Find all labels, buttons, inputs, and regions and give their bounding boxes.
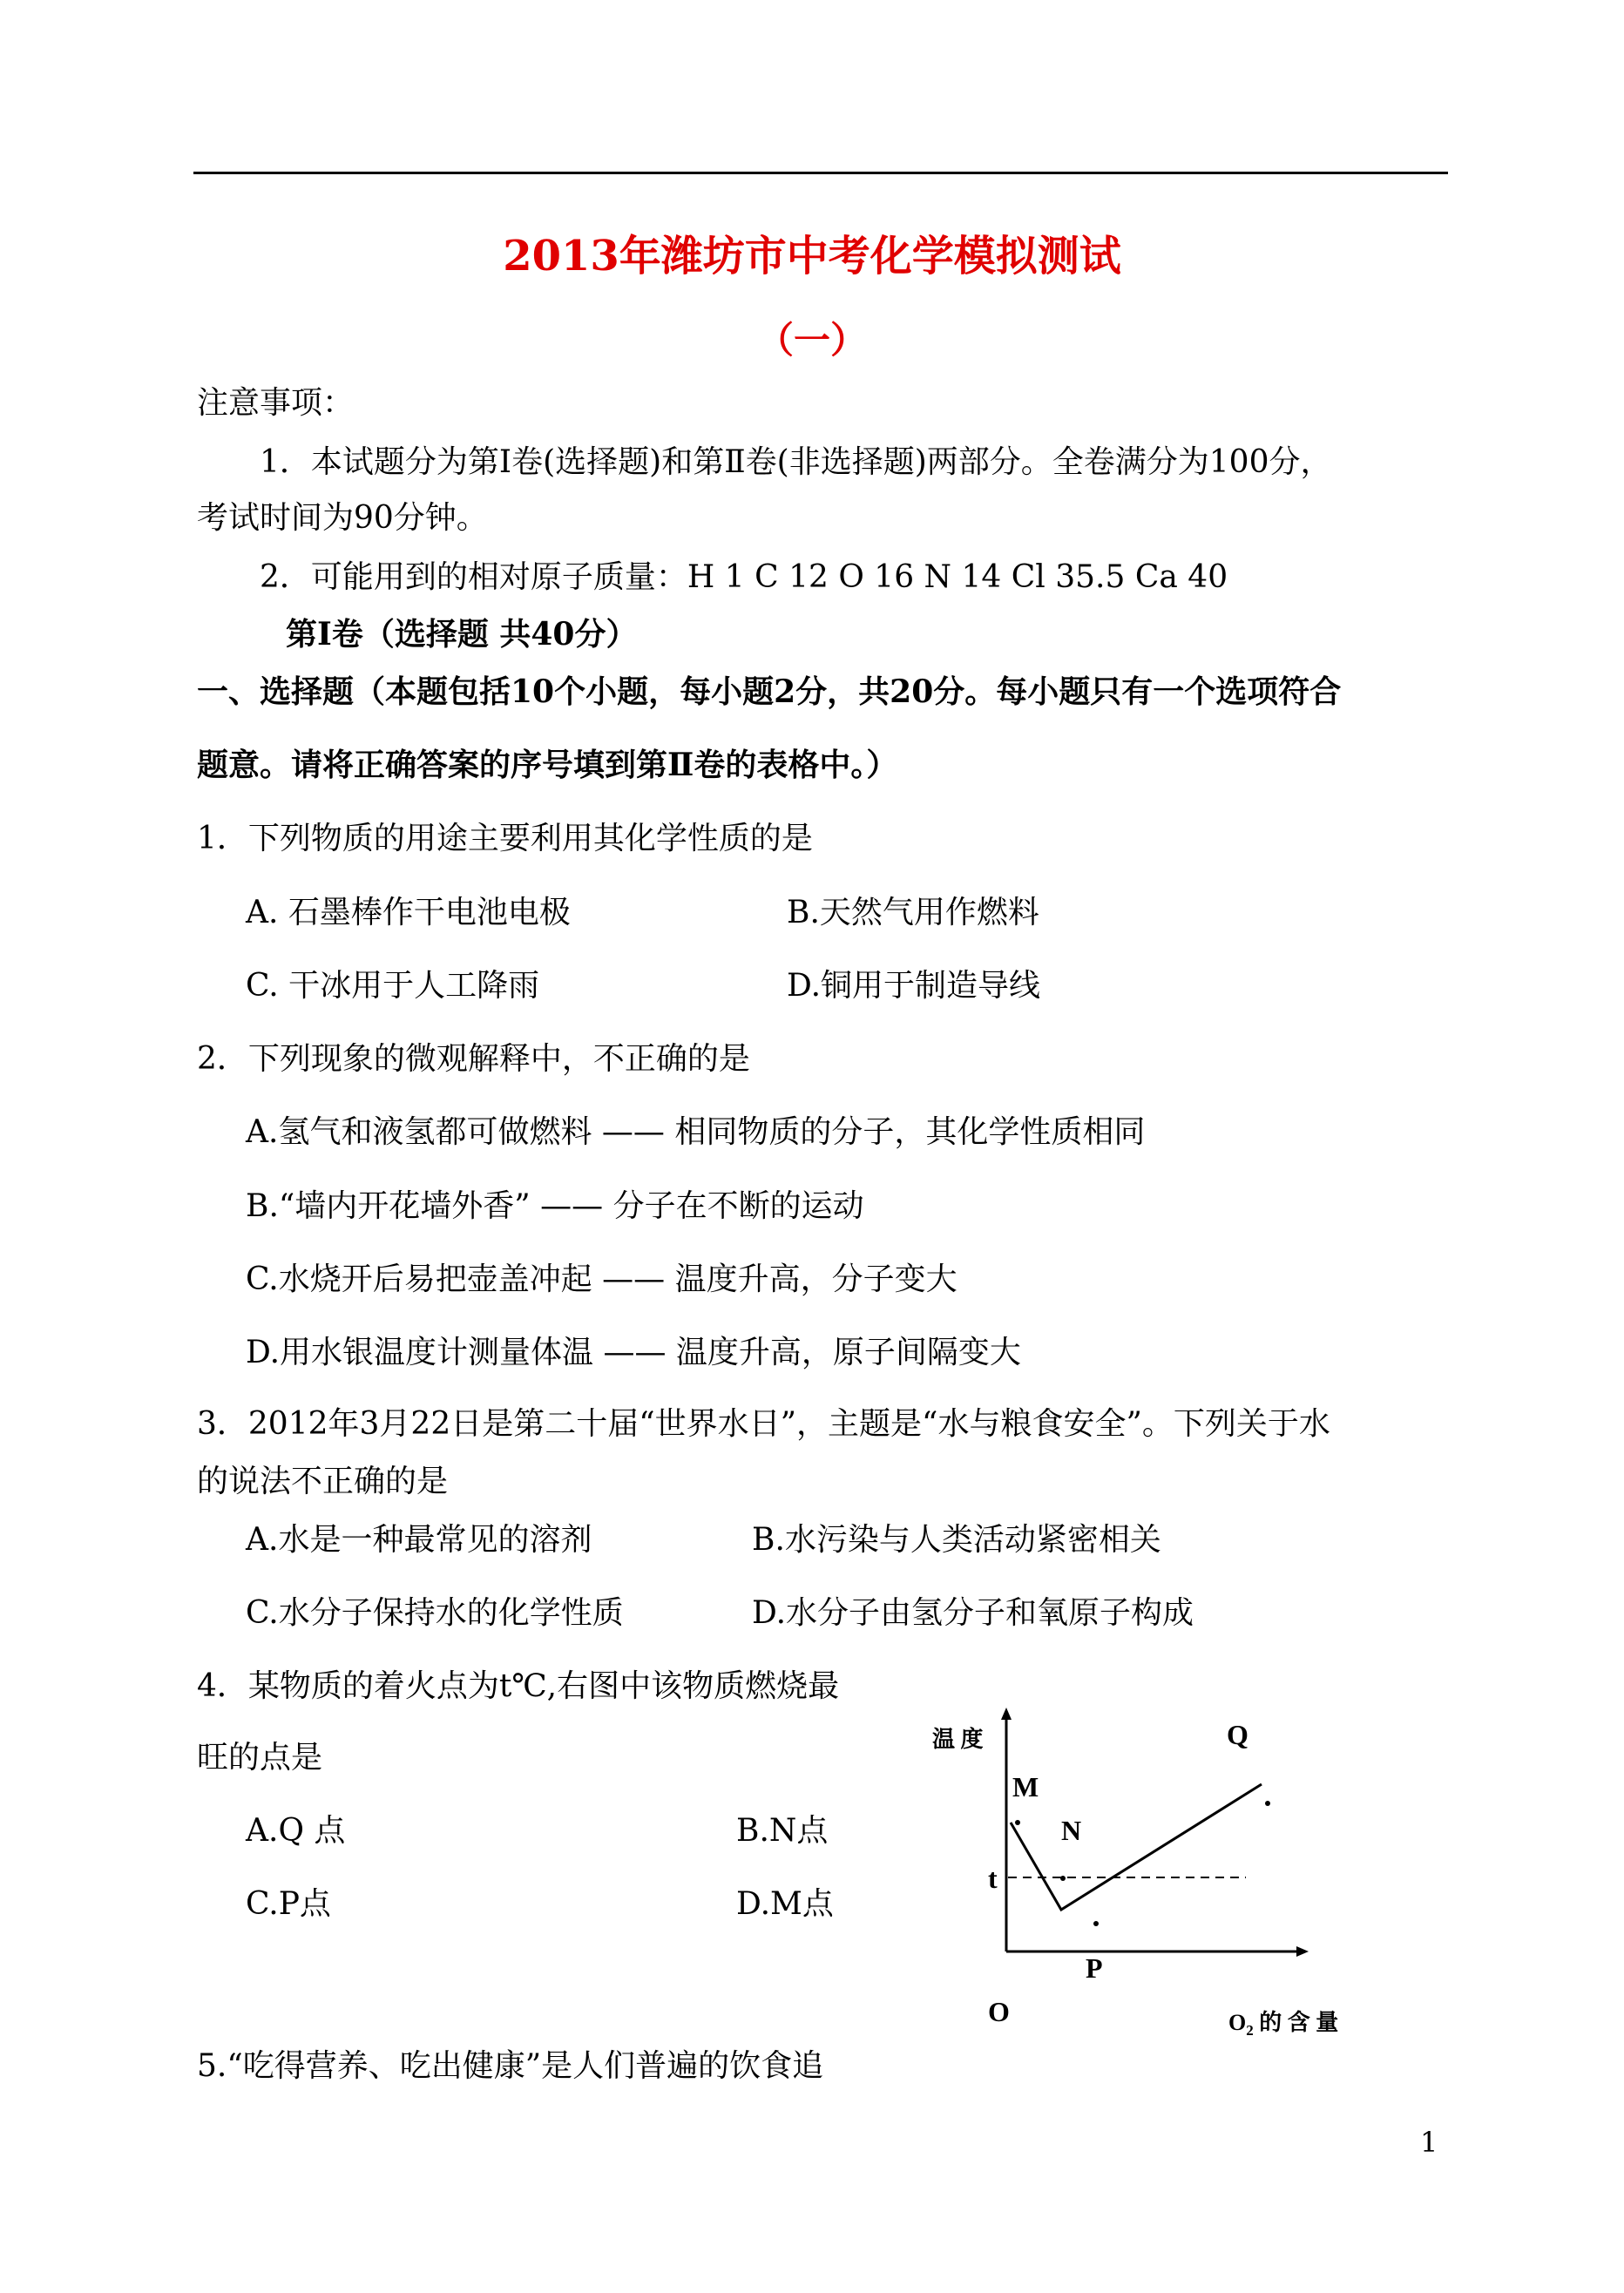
question-1-stem: 1．下列物质的用途主要利用其化学性质的是 (197, 821, 813, 856)
question-5-stem: 5.“吃得营养、吃出健康”是人们普遍的饮食追 (197, 2048, 824, 2084)
x-axis-arrow (1296, 1946, 1309, 1957)
label-t: t (988, 1863, 998, 1894)
q1-option-b: B.天然气用作燃料 (787, 895, 1039, 930)
label-n: N (1061, 1815, 1082, 1846)
page-subtitle: （一） (756, 319, 867, 362)
temperature-curve (1011, 1784, 1262, 1910)
q2-option-c: C.水烧开后易把壶盖冲起 —— 温度升高，分子变大 (246, 1261, 957, 1297)
point-p-dot (1093, 1921, 1099, 1926)
q1-option-a: A. 石墨棒作干电池电极 (246, 895, 571, 930)
origin-label: O (988, 1996, 1010, 2027)
label-p: P (1086, 1952, 1103, 1984)
notes-heading: 注意事项： (197, 385, 355, 421)
section-1-heading-cont: 题意。请将正确答案的序号填到第Ⅱ卷的表格中。） (197, 747, 898, 783)
point-q-dot (1265, 1801, 1270, 1806)
label-m: M (1012, 1771, 1039, 1803)
q2-option-a: A.氢气和液氢都可做燃料 —— 相同物质的分子，其化学性质相同 (246, 1114, 1146, 1150)
q4-option-b: B.N点 (736, 1813, 829, 1849)
question-3-stem-cont: 的说法不正确的是 (197, 1464, 449, 1499)
section-1-heading: 一、选择题（本题包括10个小题，每小题2分，共20分。每小题只有一个选项符合 (197, 673, 1342, 710)
notes-item-1-cont: 考试时间为90分钟。 (197, 500, 488, 536)
page-title: 2013年潍坊市中考化学模拟测试 (503, 232, 1121, 281)
q2-option-b: B.“墙内开花墙外香” —— 分子在不断的运动 (246, 1188, 864, 1224)
q3-option-a: A.水是一种最常见的溶剂 (246, 1522, 592, 1558)
question-3-stem: 3．2012年3月22日是第二十届“世界水日”，主题是“水与粮食安全”。下列关于水 (197, 1406, 1330, 1442)
notes-item-1: 1．本试题分为第Ⅰ卷(选择题)和第Ⅱ卷(非选择题)两部分。全卷满分为100分， (260, 444, 1332, 480)
header-rule (193, 172, 1448, 174)
q3-option-b: B.水污染与人类活动紧密相关 (752, 1522, 1161, 1558)
notes-item-2: 2．可能用到的相对原子质量：H 1 C 12 O 16 N 14 Cl 35.5 Ca 40 (260, 559, 1228, 595)
q4-option-c: C.P点 (246, 1886, 331, 1922)
question-4-stem: 4．某物质的着火点为t℃,右图中该物质燃烧最 (197, 1668, 840, 1704)
volume-1-heading: 第Ⅰ卷（选择题 共40分） (286, 616, 638, 653)
q1-option-d: D.铜用于制造导线 (787, 968, 1041, 1004)
ignition-point-diagram (915, 1708, 1368, 2065)
question-2-stem: 2．下列现象的微观解释中，不正确的是 (197, 1041, 750, 1077)
x-axis-label: $O_2$ 的 含 量 (1228, 2010, 1339, 2039)
question-4-stem-cont: 旺的点是 (197, 1740, 323, 1776)
q3-option-c: C.水分子保持水的化学性质 (246, 1595, 624, 1631)
q3-option-d: D.水分子由氢分子和氧原子构成 (752, 1595, 1194, 1631)
y-axis-label: 温 度 (932, 1727, 984, 1752)
y-axis-arrow (1001, 1708, 1012, 1720)
q4-option-a: A.Q 点 (246, 1813, 346, 1849)
q1-option-c: C. 干冰用于人工降雨 (246, 968, 540, 1004)
page-number: 1 (1420, 2126, 1438, 2159)
point-n-dot (1060, 1876, 1066, 1881)
q2-option-d: D.用水银温度计测量体温 —— 温度升高，原子间隔变大 (246, 1335, 1021, 1370)
point-m-dot (1015, 1820, 1020, 1825)
label-q: Q (1227, 1719, 1248, 1750)
q4-option-d: D.M点 (736, 1886, 834, 1922)
